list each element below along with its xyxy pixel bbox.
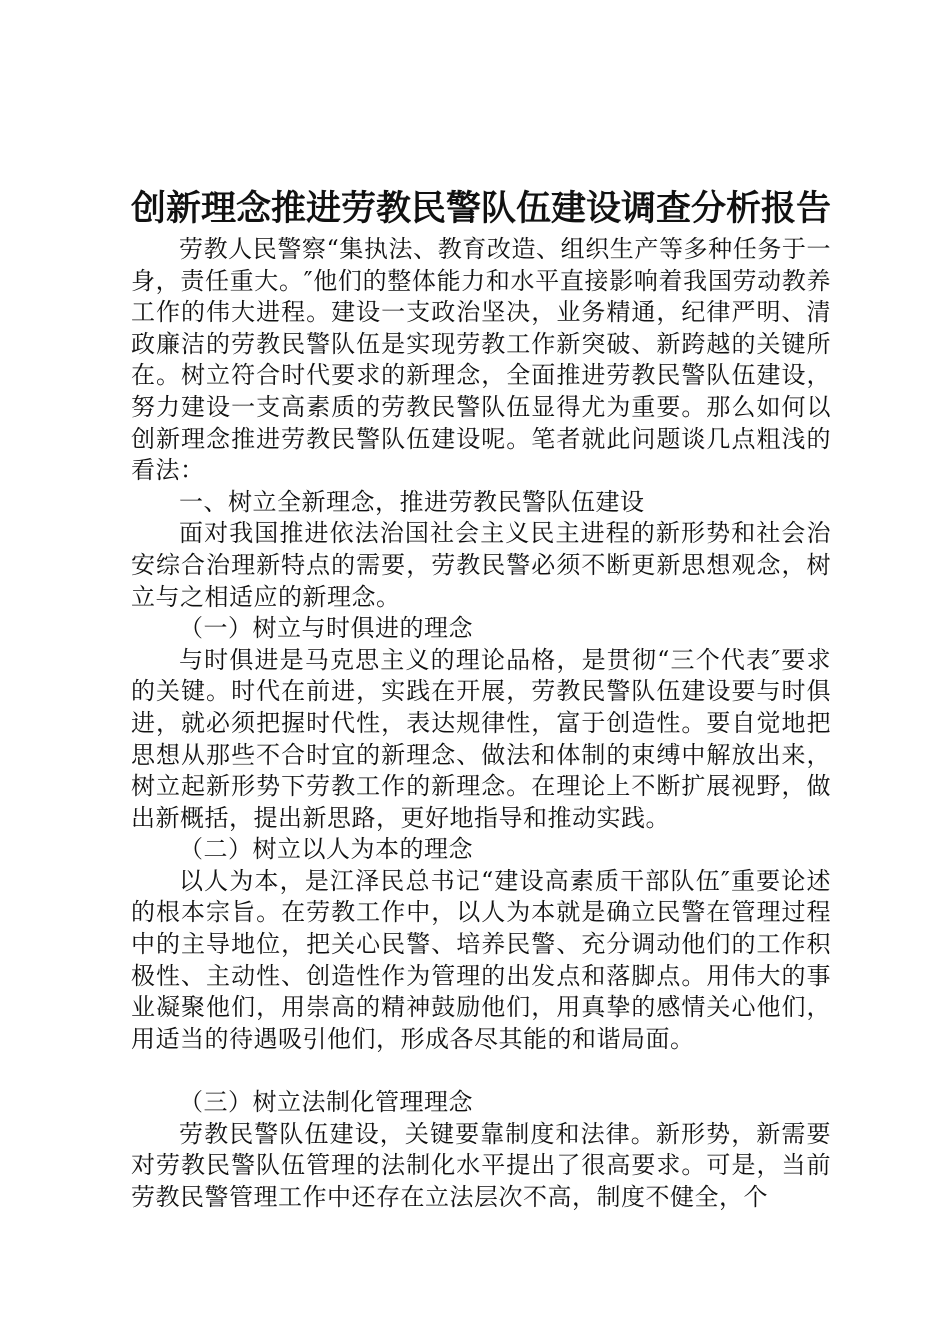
- intro-paragraph: 劳教人民警察“集执法、教育改造、组织生产等多种任务于一身，责任重大。″他们的整体能力和水平直接影响着我国劳动教养工作的伟大进程。建设一支政治坚决，业务精通，纪律严明、清政廉洁的劳教民警队伍是实现劳教工作新突破、新跨越的关键所在。树立符合时代要求的新理念，全面推进劳教民警队伍建设，努力建设一支高素质的劳教民警队伍显得尤为重要。那么如何以创新理念推进劳教民警队伍建设呢。笔者就此问题谈几点粗浅的看法：: [131, 235, 831, 485]
- document-page: [131, 186, 831, 1213]
- subsection-3-heading: （三）树立法制化管理理念: [179, 1088, 473, 1117]
- document-title: 创新理念推进劳教民警队伍建设调查分析报告: [131, 189, 832, 229]
- subsection-1-paragraph: 与时俱进是马克思主义的理论品格，是贯彻“三个代表″要求的关键。时代在前进，实践在开展，劳教民警队伍建设要与时俱进，就必须把握时代性，表达规律性，富于创造性。要自觉地把思想从那些不合时宜的新理念、做法和体制的束缚中解放出来，树立起新形势下劳教工作的新理念。在理论上不断扩展视野，做出新概括，提出新思路，更好地指导和推动实践。: [131, 645, 831, 832]
- subsection-2-heading: （二）树立以人为本的理念: [179, 835, 473, 864]
- subsection-3-paragraph: 劳教民警队伍建设，关键要靠制度和法律。新形势，新需要对劳教民警队伍管理的法制化水平提出了很高要求。可是，当前劳教民警管理工作中还存在立法层次不高，制度不健全，个: [131, 1119, 831, 1211]
- subsection-2-paragraph: 以人为本，是江泽民总书记“建设高素质干部队伍″重要论述的根本宗旨。在劳教工作中，以人为本就是确立民警在管理过程中的主导地位，把关心民警、培养民警、充分调动他们的工作积极性、主动性、创造性作为管理的出发点和落脚点。用伟大的事业凝聚他们，用崇高的精神鼓励他们，用真挚的感情关心他们，用适当的待遇吸引他们，形成各尽其能的和谐局面。: [131, 866, 831, 1053]
- section-1-heading: 一、树立全新理念，推进劳教民警队伍建设: [179, 487, 645, 516]
- paragraph-spacer: [131, 1055, 831, 1087]
- section-1-paragraph: 面对我国推进依法治国社会主义民主进程的新形势和社会治安综合治理新特点的需要，劳教民警必须不断更新思想观念，树立与之相适应的新理念。: [131, 519, 831, 611]
- subsection-1-heading: （一）树立与时俱进的理念: [179, 614, 473, 643]
